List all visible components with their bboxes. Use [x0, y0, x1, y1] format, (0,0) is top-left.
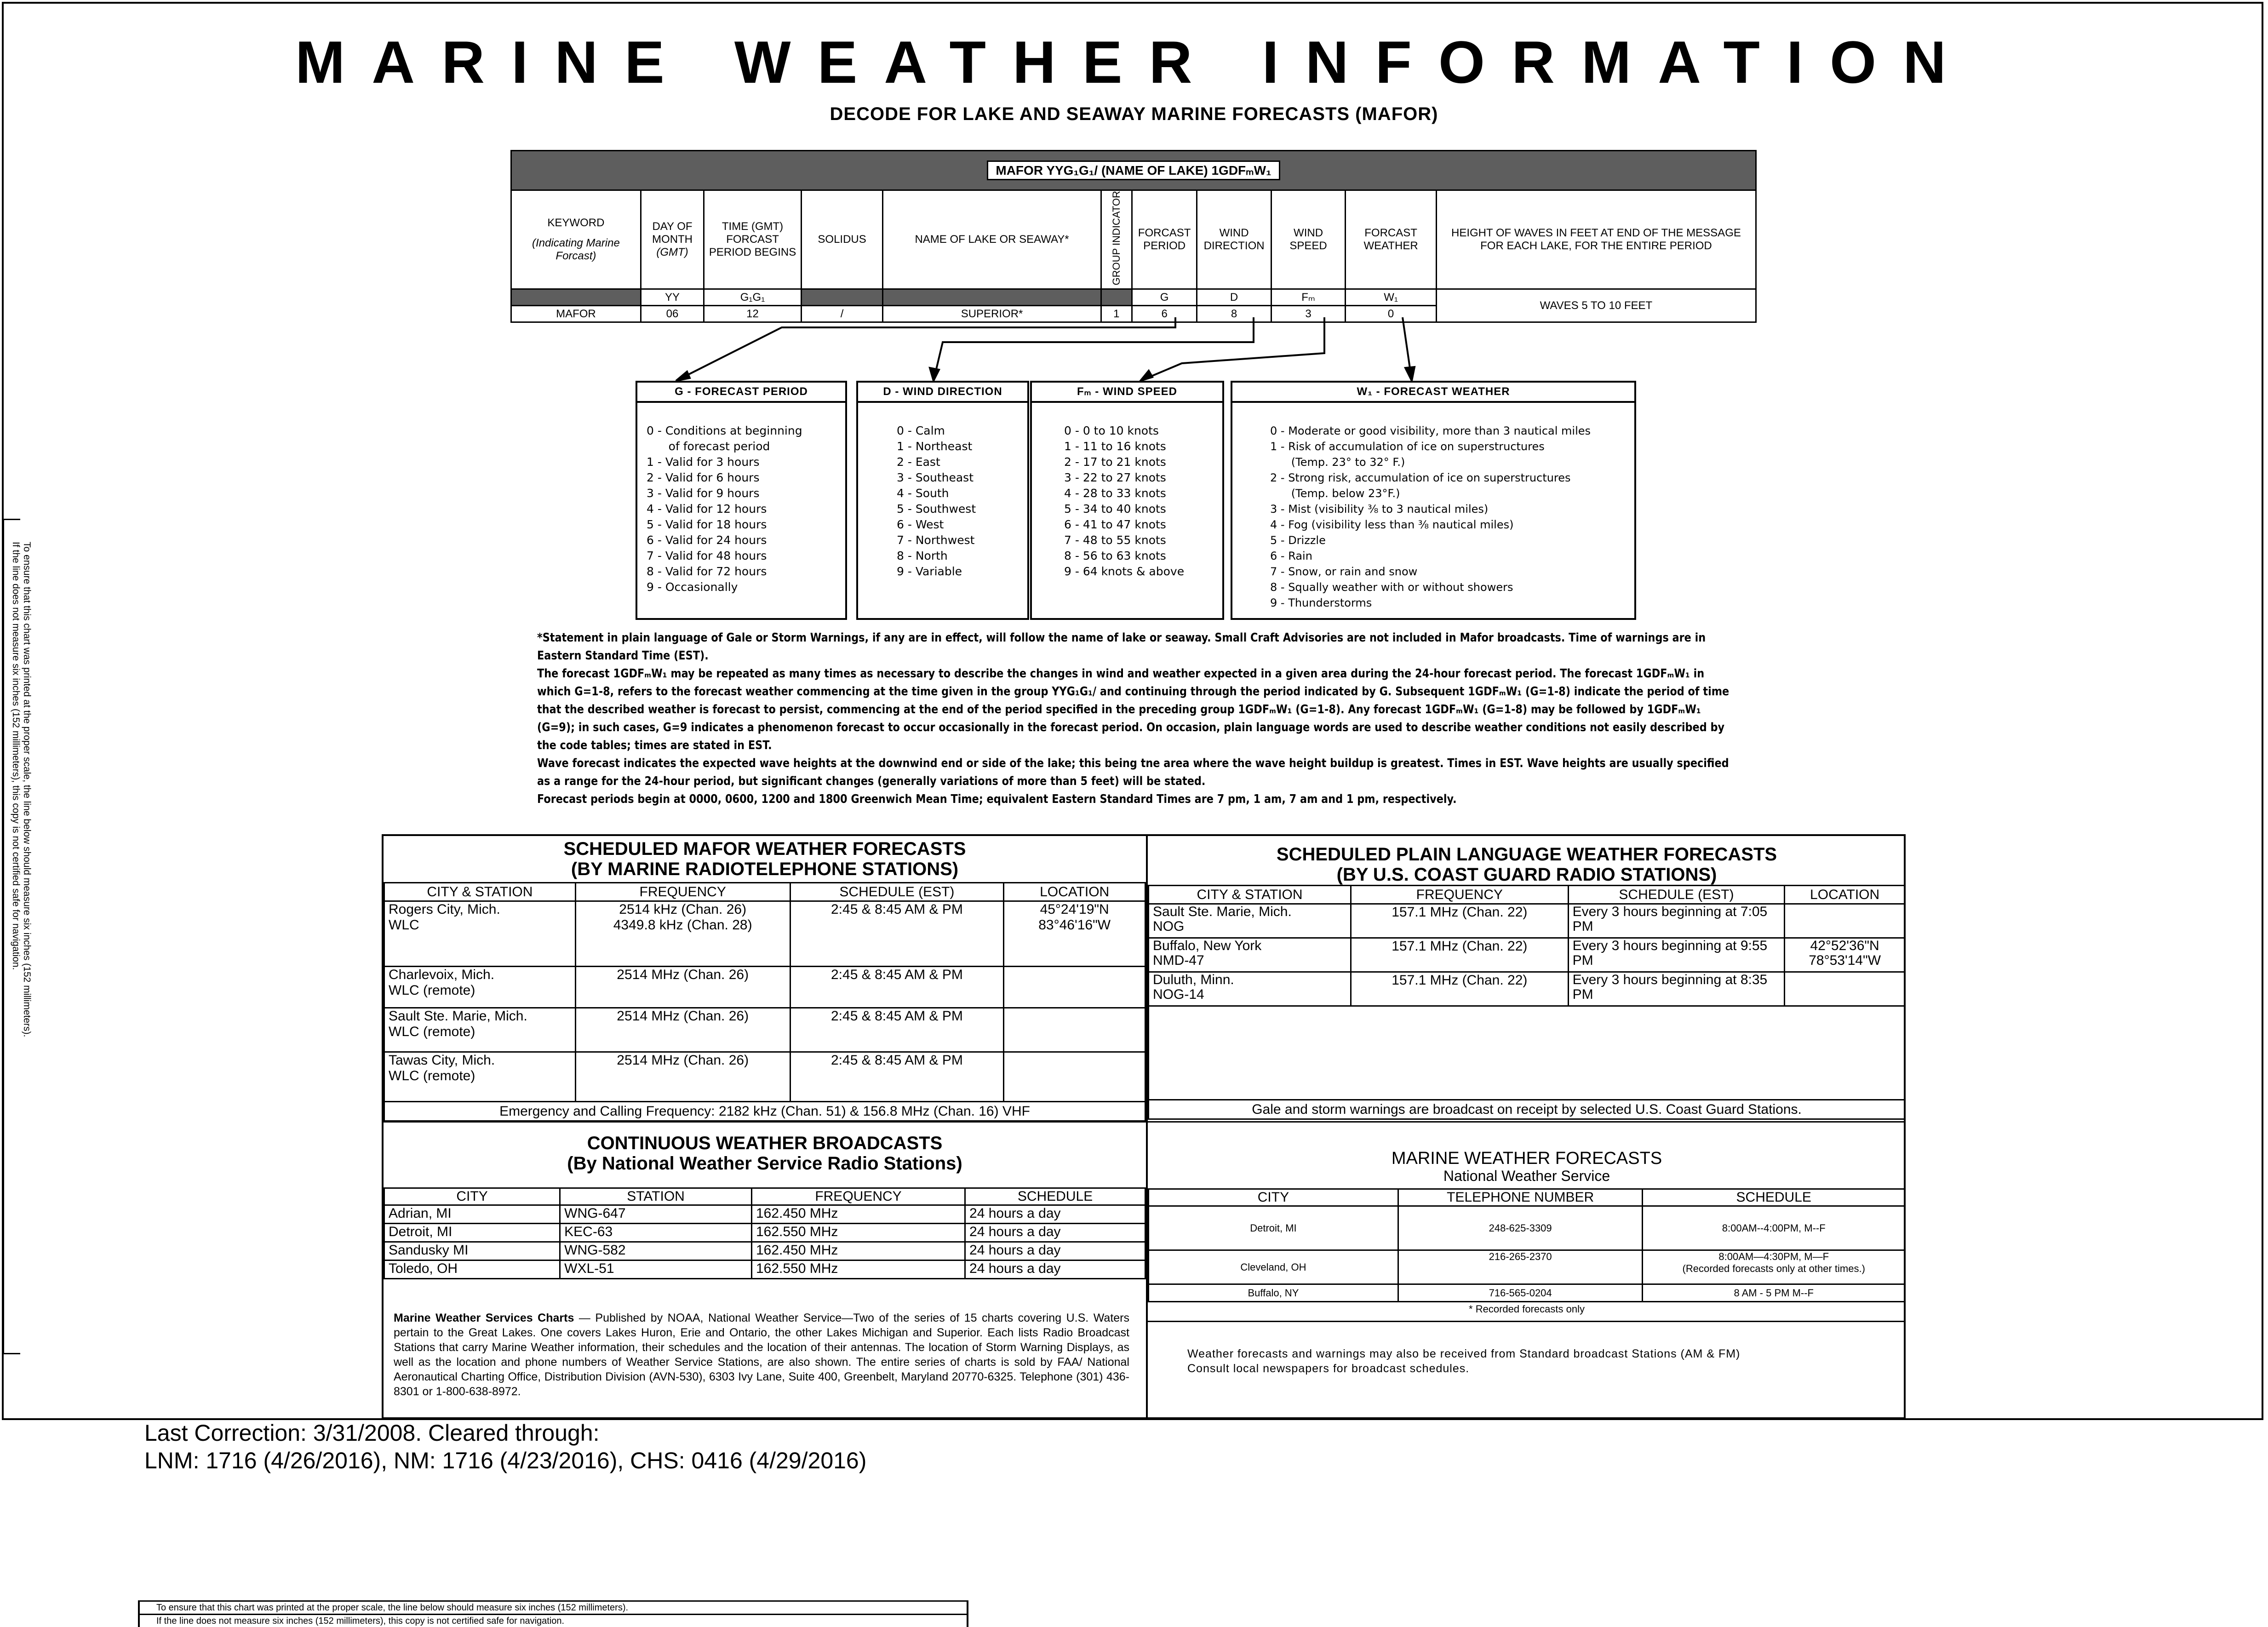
code-gg: G₁G₁ — [704, 289, 802, 306]
mwf-col-city: CITY — [1149, 1189, 1398, 1206]
mafor-format-header: MAFOR YYG₁G₁/ (NAME OF LAKE) 1GDFₘW₁ — [987, 160, 1280, 180]
table-row: Cleveland, OH 216-265-2370 8:00AM—4:30PM, M—F (Recorded forecasts only at other times.) — [1149, 1250, 1905, 1284]
side-scale-note: To ensure that this chart was printed at the proper scale, the line below should measure six inches (152 millimeters). — [22, 542, 32, 1037]
nws-col-frequency: FREQUENCY — [751, 1188, 965, 1205]
decode-notes — [537, 629, 1735, 808]
col-wind-speed: WIND SPEED — [1271, 190, 1345, 289]
last-correction: Last Correction: 3/31/2008. Cleared through: LNM: 1716 (4/26/2016), NM: 1716 (4/23/2016), CHS: 0416 (4/29/2016) — [144, 1420, 867, 1473]
mwf-col-schedule: SCHEDULE — [1643, 1189, 1905, 1206]
side-certify-note: If the line does not measure six inches (152 millimeters), this copy is not certified safe for navigation. — [11, 542, 21, 970]
table-row: Sault Ste. Marie, Mich. WLC (remote) 2514 MHz (Chan. 26) 2:45 & 8:45 AM & PM — [384, 1008, 1145, 1052]
table-row: Tawas City, Mich. WLC (remote) 2514 MHz (Chan. 26) 2:45 & 8:45 AM & PM — [384, 1052, 1145, 1102]
gale-warning-note: Gale and storm warnings are broadcast on receipt by selected U.S. Coast Guard Stations. — [1149, 1100, 1905, 1119]
code-yy: YY — [641, 289, 704, 306]
forecast-weather-list: 0 - Moderate or good visibility, more than 3 nautical miles 1 - Risk of accumulation of ice on superstructures (Temp. 23° to 32° F.) 2 - Strong risk, accumulation of ice on superstructures (Temp. below 23°F.) 3 - Mist (visibility ⅜ to 3 nautical miles) 4 - Fog (visibility less than ⅜ nautical miles) 5 - Drizzle 6 - Rain 7 - Snow, or rain and snow 8 - Squally weather with or without showers 9 - Thunderstorms — [1270, 424, 1591, 609]
wind-speed-list: 0 - 0 to 10 knots 1 - 11 to 16 knots 2 - 17 to 21 knots 3 - 22 to 27 knots 4 - 28 to 33 knots 5 - 34 to 40 knots 6 - 41 to 47 knots 7 - 48 to 55 knots 8 - 56 to 63 knots 9 - 64 knots & above — [1064, 424, 1185, 578]
note-paragraph: The forecast 1GDFₘW₁ may be repeated as many times as necessary to describe the changes in wind and weather expected in a given area during the 24-hour forecast period. The forecast 1GDFₘW₁ in which G=1-8, refers to the forecast weather commencing at the time given in the group YYG₁G₁/ and continuing through the period indicated by G. Subsequent 1GDFₘW₁ (G=1-8) indicate the period of time that the described weather is forecast to persist, commencing at the end of the period specified in the preceding group 1GDFₘW₁ (G=1-8). Any forecast 1GDFₘW₁ (G=1-8) may be followed by 1GDFₘW₁ (G=9); in such cases, G=9 indicates a phenomenon forecast to occur occasionally in the forecast period. On occasion, plain language words are used to describe weather conditions not easily described by the code tables; times are stated in EST. — [537, 667, 1730, 752]
example-keyword: MAFOR — [511, 306, 641, 322]
plain-col-frequency: FREQUENCY — [1351, 886, 1569, 904]
table-row: Buffalo, NY 716-565-0204 8 AM - 5 PM M--F — [1149, 1284, 1905, 1302]
broadcast-note: Weather forecasts and warnings may also be received from Standard broadcast Stations (AM & FM) Consult local newspapers for broadcast schedules. — [1187, 1347, 1741, 1375]
col-solidus: SOLIDUS — [801, 190, 883, 289]
wind-speed-box — [1030, 381, 1224, 620]
example-fm: 3 — [1271, 306, 1345, 322]
table-row: Adrian, MI WNG-647 162.450 MHz 24 hours a day — [384, 1205, 1145, 1224]
note-paragraph: *Statement in plain language of Gale or Storm Warnings, if any are in effect, will follow the name of lake or seaway. Small Craft Advisories are not included in Mafor broadcasts. Time of warnings are in Eastern Standard Time (EST). — [537, 631, 1706, 663]
col-forecast-period: FORCAST PERIOD — [1132, 190, 1197, 289]
col-keyword: KEYWORD (Indicating Marine Forcast) — [511, 190, 641, 289]
code-d: D — [1197, 289, 1271, 306]
forecast-period-head: G - FORECAST PERIOD — [637, 383, 845, 403]
table-row: Detroit, MI KEC-63 162.550 MHz 24 hours a day — [384, 1224, 1145, 1242]
bottom-scale-note: To ensure that this chart was printed at the proper scale, the line below should measure six inches (152 millimeters). — [156, 1603, 629, 1613]
col-wave-height: HEIGHT OF WAVES IN FEET AT END OF THE MESSAGE FOR EACH LAKE, FOR THE ENTIRE PERIOD — [1436, 190, 1756, 289]
charts-note: Marine Weather Services Charts — Published by NOAA, National Weather Service—Two of the series of 15 charts covering U.S. Waters pertain to the Great Lakes. One covers Lakes Huron, Erie and Ontario, the other Lakes Michigan and Superior. Each lists Radio Broadcast Stations that carry Marine Weather information, their schedules and the location of their antennas. The location of Storm Warning Displays, as well as the location and phone numbers of Weather Service Stations, are also shown. The entire series of charts is sold by FAA/ National Aeronautical Charting Office, Distribution Division (AVN-530), 6303 Ivy Lane, Suite 400, Greenbelt, Maryland 20770-6325. Telephone (301) 436-8301 or 1-800-638-8972. — [394, 1312, 1129, 1398]
broadcast-schedules-panel — [382, 834, 1906, 1419]
example-group: 1 — [1101, 306, 1132, 322]
col-wind-direction: WIND DIRECTION — [1197, 190, 1271, 289]
table-row: Duluth, Minn. NOG-14 157.1 MHz (Chan. 22) Every 3 hours beginning at 8:35 PM — [1149, 972, 1905, 1006]
mafor-col-city: CITY & STATION — [384, 883, 576, 901]
wind-direction-list: 0 - Calm 1 - Northeast 2 - East 3 - Southeast 4 - South 5 - Southwest 6 - West 7 - Northwest 8 - North 9 - Variable — [897, 424, 976, 578]
example-lake: SUPERIOR* — [883, 306, 1101, 322]
forecast-period-box — [636, 381, 847, 620]
col-lake: NAME OF LAKE OR SEAWAY* — [883, 190, 1101, 289]
waves-example: WAVES 5 TO 10 FEET — [1436, 289, 1756, 322]
plain-sched-title: SCHEDULED PLAIN LANGUAGE WEATHER FORECASTS (BY U.S. COAST GUARD RADIO STATIONS) — [1276, 844, 1777, 885]
plain-col-city: CITY & STATION — [1149, 886, 1351, 904]
example-d: 8 — [1197, 306, 1271, 322]
col-day: DAY OF MONTH (GMT) — [641, 190, 704, 289]
plain-col-schedule: SCHEDULE (EST) — [1568, 886, 1785, 904]
example-w1: 0 — [1346, 306, 1437, 322]
table-row: Toledo, OH WXL-51 162.550 MHz 24 hours a day — [384, 1260, 1145, 1279]
recorded-note: * Recorded forecasts only — [1469, 1303, 1585, 1315]
code-fm: Fₘ — [1271, 289, 1345, 306]
wind-direction-head: D - WIND DIRECTION — [858, 383, 1027, 403]
wind-speed-head: Fₘ - WIND SPEED — [1032, 383, 1222, 403]
bottom-scale-box — [138, 1600, 968, 1627]
nws-col-schedule: SCHEDULE — [965, 1188, 1145, 1205]
example-g: 6 — [1132, 306, 1197, 322]
mafor-col-location: LOCATION — [1004, 883, 1145, 901]
table-row: Sandusky MI WNG-582 162.450 MHz 24 hours a day — [384, 1242, 1145, 1260]
mwf-table — [1148, 1188, 1906, 1302]
wind-direction-box — [856, 381, 1029, 620]
code-w1: W₁ — [1346, 289, 1437, 306]
mafor-col-schedule: SCHEDULE (EST) — [790, 883, 1004, 901]
col-time: TIME (GMT) FORCAST PERIOD BEGINS — [704, 190, 802, 289]
example-day: 06 — [641, 306, 704, 322]
forecast-weather-box — [1231, 381, 1636, 620]
plain-col-location: LOCATION — [1785, 886, 1905, 904]
mafor-col-frequency: FREQUENCY — [575, 883, 790, 901]
table-row: Sault Ste. Marie, Mich. NOG 157.1 MHz (Chan. 22) Every 3 hours beginning at 7:05 PM — [1149, 904, 1905, 938]
page-title: MARINE WEATHER INFORMATION — [295, 29, 1973, 96]
page-subtitle: DECODE FOR LAKE AND SEAWAY MARINE FORECASTS (MAFOR) — [830, 104, 1438, 124]
forecast-period-list: 0 - Conditions at beginning of forecast period 1 - Valid for 3 hours 2 - Valid for 6 hours 3 - Valid for 9 hours 4 - Valid for 12 hours 5 - Valid for 18 hours 6 - Valid for 24 hours 7 - Valid for 48 hours 8 - Valid for 72 hours 9 - Occasionally — [647, 424, 802, 594]
plain-sched-table — [1148, 885, 1906, 1120]
code-g: G — [1132, 289, 1197, 306]
nws-col-city: CITY — [384, 1188, 560, 1205]
emergency-frequency: Emergency and Calling Frequency: 2182 kHz (Chan. 51) & 156.8 MHz (Chan. 16) VHF — [384, 1102, 1145, 1121]
note-paragraph: Forecast periods begin at 0000, 0600, 1200 and 1800 Greenwich Mean Time; equivalent Eastern Standard Times are 7 pm, 1 am, 7 am and 1 pm, respectively. — [537, 792, 1457, 806]
table-row: Rogers City, Mich. WLC 2514 kHz (Chan. 26) 4349.8 kHz (Chan. 28) 2:45 & 8:45 AM & PM 45°24'19"N 83°46'16"W — [384, 901, 1145, 967]
forecast-weather-head: W₁ - FORECAST WEATHER — [1232, 383, 1634, 403]
col-forecast-weather: FORCAST WEATHER — [1346, 190, 1437, 289]
table-row: Buffalo, New York NMD-47 157.1 MHz (Chan. 22) Every 3 hours beginning at 9:55 PM 42°52'36"N 78°53'14"W — [1149, 938, 1905, 972]
example-time: 12 — [704, 306, 802, 322]
mafor-sched-table — [384, 882, 1146, 1122]
bottom-certify-note: If the line does not measure six inches (152 millimeters), this copy is not certified safe for navigation. — [140, 1614, 967, 1627]
table-row: Charlevoix, Mich. WLC (remote) 2514 MHz (Chan. 26) 2:45 & 8:45 AM & PM — [384, 967, 1145, 1008]
table-row: Detroit, MI 248-625-3309 8:00AM--4:00PM, M--F — [1149, 1206, 1905, 1250]
nws-col-station: STATION — [560, 1188, 752, 1205]
nws-table — [384, 1187, 1146, 1279]
example-solidus: / — [801, 306, 883, 322]
connector-arrows — [0, 0, 2268, 414]
col-group: GROUP INDICATOR — [1101, 190, 1132, 289]
mwf-title: MARINE WEATHER FORECASTS National Weather Service — [1391, 1149, 1662, 1184]
mwf-col-phone: TELEPHONE NUMBER — [1398, 1189, 1643, 1206]
note-paragraph: Wave forecast indicates the expected wave heights at the downwind end or side of the lake; this being tne area where the wave height buildup is greatest. Times in EST. Wave heights are usually specified as a range for the 24-hour period, but significant changes (generally variations of more than 5 feet) will be stated. — [537, 756, 1729, 788]
mafor-sched-title: SCHEDULED MAFOR WEATHER FORECASTS (BY MARINE RADIOTELEPHONE STATIONS) — [563, 839, 966, 879]
nws-title: CONTINUOUS WEATHER BROADCASTS (By National Weather Service Radio Stations) — [567, 1133, 962, 1174]
